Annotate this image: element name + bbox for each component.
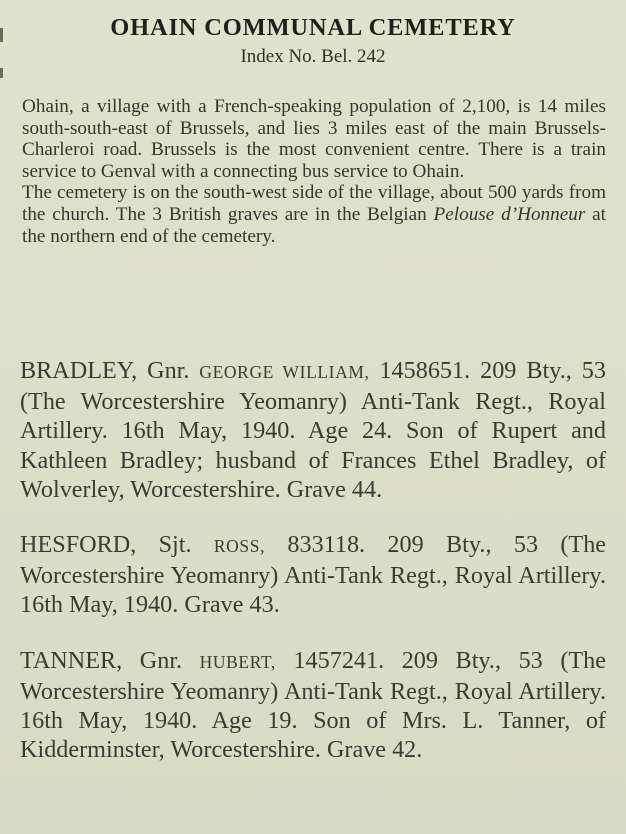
- entry-forenames: ROSS,: [213, 536, 266, 557]
- burial-entry: [20, 646, 606, 765]
- entry-forenames: GEORGE WILLIAM,: [199, 362, 370, 382]
- burial-entry: [20, 356, 606, 504]
- intro-italic-term: Pelouse d’Honneur: [433, 203, 586, 225]
- entry-details: 1457241. 209 Bty., 53 (The Worcestershire Yeomanry) Anti-Tank Regt., Royal Artillery. 16th May, 1940. Age 19. Son of Mrs. L. Tanner, of Kidderminster, Worcestershire. Grave 42.: [20, 646, 606, 764]
- cemetery-title: OHAIN COMMUNAL CEMETERY: [110, 14, 516, 41]
- entry-details: 833118. 209 Bty., 53 (The Worcestershire Yeomanry) Anti-Tank Regt., Royal Artillery. 16th May, 1940. Grave 43.: [20, 531, 607, 619]
- intro-description: [22, 96, 606, 247]
- entry-surname-rank: TANNER, Gnr.: [20, 646, 183, 674]
- entry-forenames: HUBERT,: [199, 651, 276, 672]
- entry-surname-rank: BRADLEY, Gnr.: [20, 357, 190, 384]
- intro-text: The cemetery is on the south-west side of the village, about 500 yards from the church. The 3 British graves are in the Belgian: [22, 182, 606, 225]
- page-edge-mark: [0, 68, 3, 78]
- burial-entry: [20, 530, 606, 620]
- burial-entries: [20, 356, 606, 790]
- intro-text: at the northern end of the cemetery.: [22, 203, 606, 247]
- index-number: Index No. Bel. 242: [240, 46, 386, 67]
- entry-surname-rank: HESFORD, Sjt.: [20, 531, 192, 559]
- intro-paragraph-graves: [22, 182, 606, 247]
- entry-details: 1458651. 209 Bty., 53 (The Worcestershire Yeomanry) Anti-Tank Regt., Royal Artillery. 16th May, 1940. Age 24. Son of Rupert and Kathleen Bradley; husband of Frances Ethel Bradley, of Wolverley, Worcestershire. Grave 44.: [20, 357, 606, 503]
- intro-paragraph-location: Ohain, a village with a French-speaking population of 2,100, is 14 miles south-south-east of Brussels, and lies 3 miles east of the main Brussels-Charleroi road. Brussels is the most convenient centre. There is a train service to Genval with a connecting bus service to Ohain.: [22, 96, 606, 182]
